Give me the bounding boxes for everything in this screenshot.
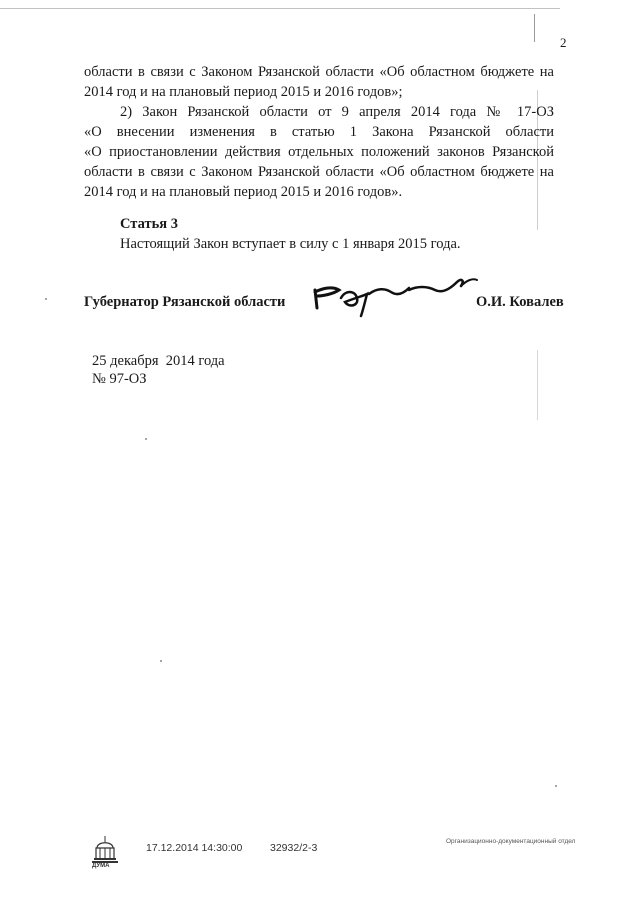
- footer-department: Организационно-документационный отдел: [446, 838, 576, 845]
- scan-dot: [160, 660, 162, 662]
- scan-dot: [45, 298, 47, 300]
- scan-vertical-mark-3: [537, 350, 538, 420]
- footer-timestamp: 17.12.2014 14:30:00: [146, 842, 243, 854]
- body-line-2: 2014 год и на плановый период 2015 и 2016 годов»;: [84, 84, 403, 100]
- law-number: № 97-ОЗ: [92, 371, 147, 387]
- body-line-7: 2014 год и на плановый период 2015 и 2016 годов».: [84, 184, 403, 200]
- signature-name: О.И. Ковалев: [476, 294, 564, 310]
- law-date: 25 декабря 2014 года: [92, 353, 225, 369]
- body-line-1: области в связи с Законом Рязанской области «Об областном бюджете на: [84, 64, 554, 80]
- body-line-6: области в связи с Законом Рязанской области «Об областном бюджете на: [84, 164, 554, 180]
- scan-dot: [555, 785, 557, 787]
- scan-top-edge: [0, 8, 560, 9]
- scan-vertical-mark-1: [534, 14, 535, 42]
- signature-position: Губернатор Рязанской области: [84, 294, 286, 310]
- body-line-5: «О приостановлении действия отдельных положений законов Рязанской: [84, 144, 554, 160]
- article-title: Статья 3: [120, 216, 178, 232]
- body-line-3: 2) Закон Рязанской области от 9 апреля 2014 года № 17-ОЗ: [120, 104, 554, 120]
- footer-doc-id: 32932/2-3: [270, 842, 318, 854]
- duma-logo-label: ДУМА: [92, 863, 110, 869]
- scan-dot: [145, 438, 147, 440]
- body-line-4: «О внесении изменения в статью 1 Закона Рязанской области: [84, 124, 554, 140]
- article-text: Настоящий Закон вступает в силу с 1 января 2015 года.: [120, 236, 461, 252]
- page-number: 2: [560, 35, 567, 50]
- handwritten-signature: [305, 268, 505, 318]
